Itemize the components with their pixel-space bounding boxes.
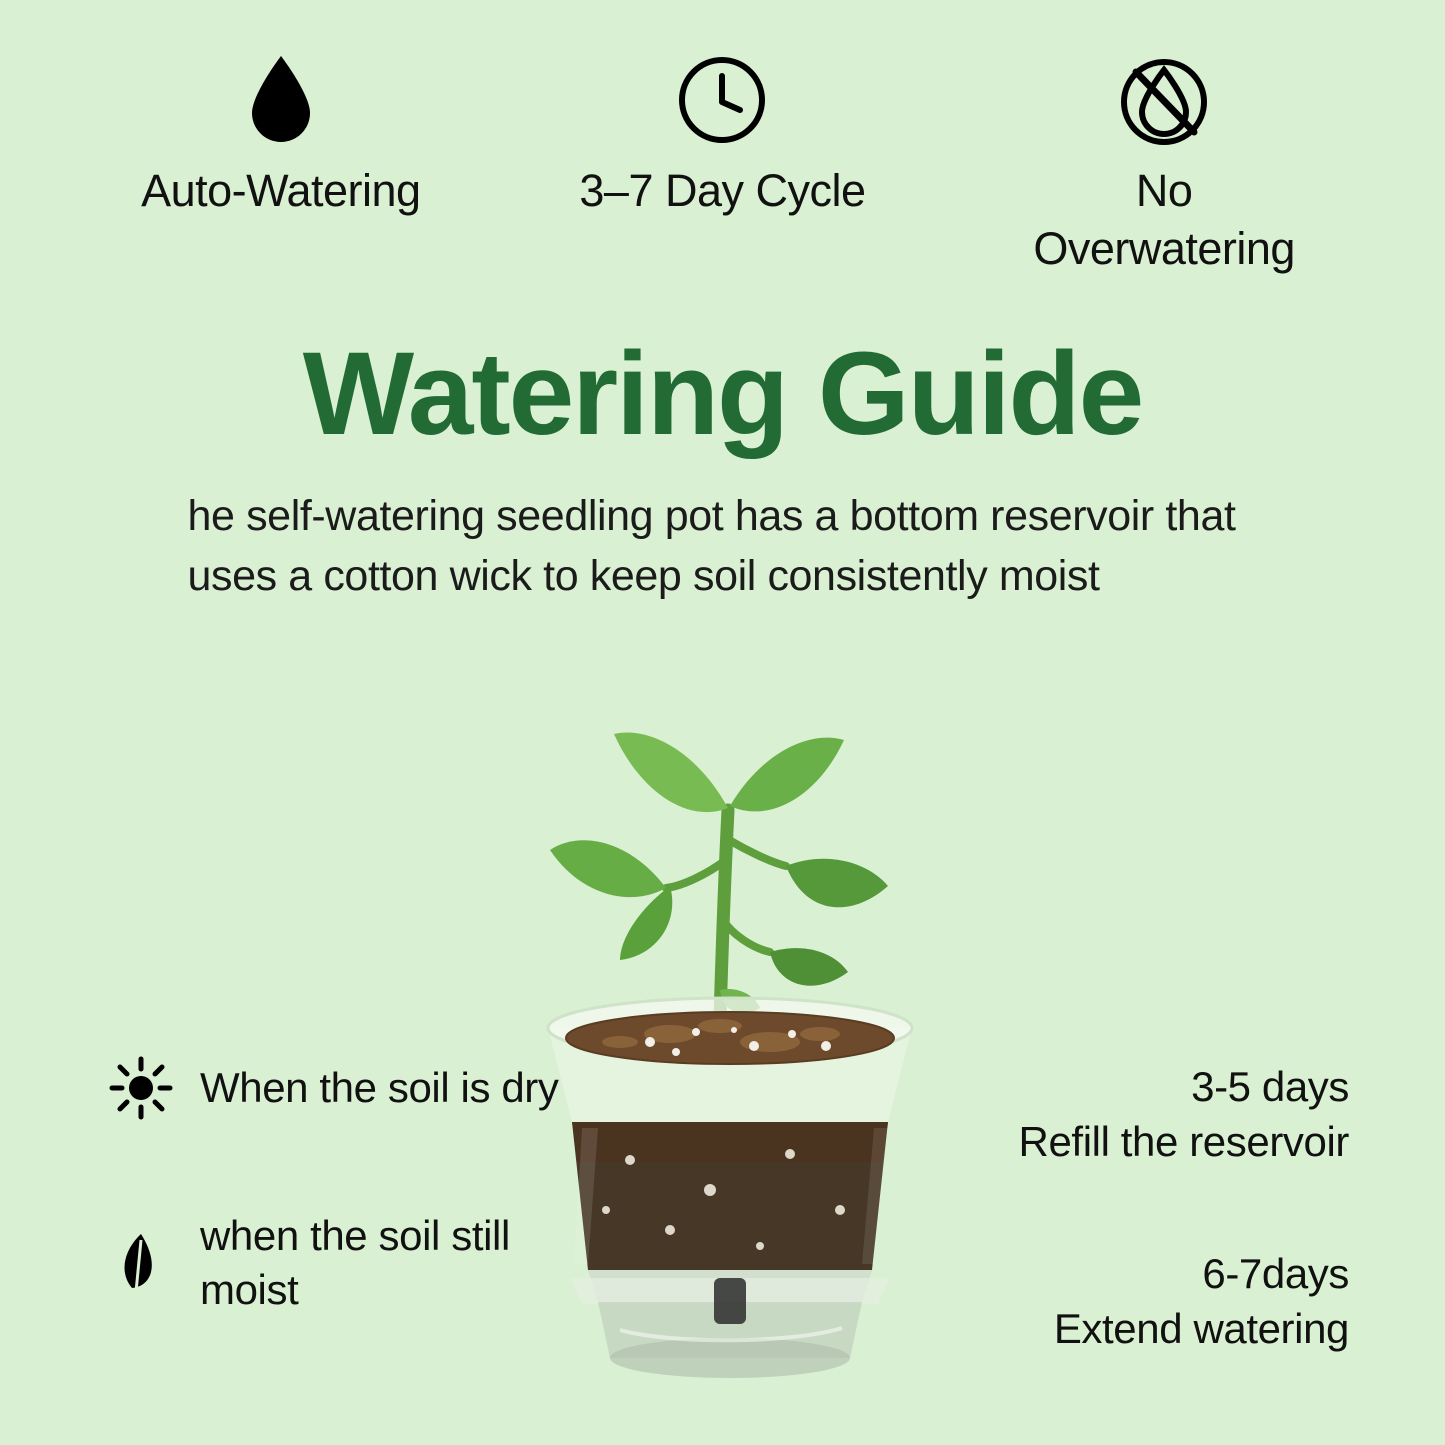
note-title: 6-7days (1202, 1250, 1349, 1298)
page-description: he self-watering seedling pot has a bottom reservoir that uses a cotton wick to keep soil consistently moist (187, 492, 1236, 600)
page-title: Watering Guide (302, 328, 1143, 461)
note-refill-reservoir (919, 1060, 1349, 1169)
feature-no-overwatering (999, 52, 1329, 277)
note-text: When the soil is dry (200, 1064, 559, 1112)
note-text: when the soil still moist (200, 1212, 510, 1313)
note-soil-dry (108, 1055, 588, 1121)
feature-label: Auto-Watering (141, 165, 421, 216)
note-soil-moist (108, 1209, 588, 1317)
no-water-drop-icon (999, 52, 1329, 148)
feature-label: 3–7 Day Cycle (579, 165, 866, 216)
note-extend-watering (919, 1247, 1349, 1356)
note-subtitle: Refill the reservoir (1018, 1117, 1349, 1165)
water-drop-icon (116, 52, 446, 148)
sun-icon (108, 1055, 174, 1121)
leaf-icon (108, 1230, 174, 1296)
left-notes (108, 1055, 588, 1405)
feature-auto-watering (116, 52, 446, 220)
note-subtitle: Extend watering (1053, 1304, 1349, 1352)
feature-row (0, 0, 1445, 277)
right-notes (919, 1060, 1349, 1434)
feature-day-cycle (557, 52, 887, 220)
feature-label: No Overwatering (1033, 165, 1295, 274)
note-title: 3-5 days (1191, 1063, 1349, 1110)
clock-icon (557, 52, 887, 148)
